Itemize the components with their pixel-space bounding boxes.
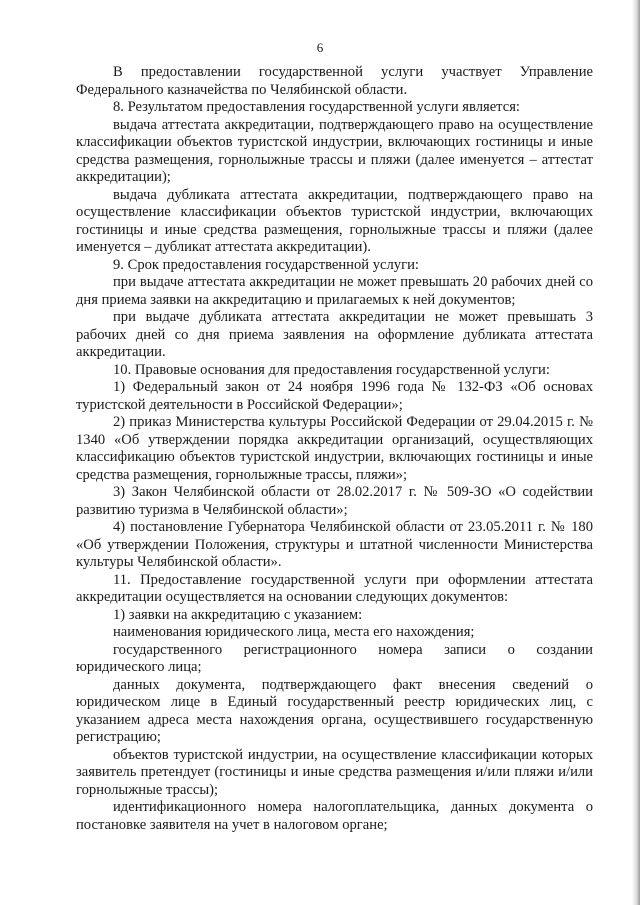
paragraph: выдача аттестата аккредитации, подтверждающего право на осуществление классификации объектов туристской индустрии, включающих гостиницы и иные средства размещения, горнолыжные трассы и пляжи (далее именуется – аттестат аккредитации);: [76, 116, 593, 185]
paragraph: при выдаче дубликата аттестата аккредитации не может превышать 3 рабочих дней со дня приема заявления на оформление дубликата аттестата аккредитации.: [76, 309, 593, 360]
paragraph: выдача дубликата аттестата аккредитации, подтверждающего право на осуществление классификации объектов туристской индустрии, включающих гостиницы и иные средства размещения, горнолыжные трассы и пляжи (далее именуется – дубликат аттестата аккредитации).: [76, 186, 593, 255]
paragraph: 9. Срок предоставления государственной услуги:: [113, 256, 419, 273]
paragraph: 1) заявки на аккредитацию с указанием:: [113, 606, 363, 623]
paragraph: 4) постановление Губернатора Челябинской области от 23.05.2011 г. № 180 «Об утверждении Положения, структуры и штатной численности Министерства культуры Челябинской области».: [76, 519, 593, 570]
paragraph: 1) Федеральный закон от 24 ноября 1996 года № 132-ФЗ «Об основах туристской деятельности в Российской Федерации»;: [76, 379, 593, 413]
paragraph: наименования юридического лица, места его нахождения;: [113, 624, 475, 640]
paragraph: 11. Предоставление государственной услуги при оформлении аттестата аккредитации осуществляется на основании следующих документов:: [76, 571, 593, 605]
paragraph: В предоставлении государственной услуги участвует Управление Федерального казначейства по Челябинской области.: [76, 64, 593, 98]
paragraph: 2) приказ Министерства культуры Российской Федерации от 29.04.2015 г. № 1340 «Об утверждении порядка аккредитации организаций, осуществляющих классификацию объектов туристской индустрии, включающих гостиницы и иные средства размещения, горнолыжные трассы, пляжи»;: [76, 414, 593, 483]
paragraph: данных документа, подтверждающего факт внесения сведений о юридическом лице в Единый государственный реестр юридических лиц, с указанием адреса места нахождения органа, осуществившего государственную регистрацию;: [76, 676, 593, 745]
paragraph: государственного регистрационного номера записи о создании юридического лица;: [76, 641, 593, 675]
paragraph: объектов туристской индустрии, на осуществление классификации которых заявитель претендует (гостиницы и иные средства размещения и/или пляжи и/или горнолыжные трассы);: [76, 746, 593, 798]
paragraph: 3) Закон Челябинской области от 28.02.2017 г. № 509-ЗО «О содействии развитию туризма в Челябинской области»;: [76, 484, 593, 518]
paragraph: 10. Правовые основания для предоставления государственной услуги:: [113, 361, 550, 378]
paragraph: идентификационного номера налогоплательщика, данных документа о постановке заявителя на учет в налоговом органе;: [76, 799, 593, 833]
scan-edge-shadow: [632, 0, 640, 905]
paragraph: при выдаче аттестата аккредитации не может превышать 20 рабочих дней со дня приема заявки на аккредитацию и прилагаемых к ней документов;: [76, 274, 593, 308]
page-number: 6: [316, 40, 324, 55]
document-body: [76, 64, 593, 834]
paragraph: 8. Результатом предоставления государственной услуги является:: [113, 99, 520, 115]
